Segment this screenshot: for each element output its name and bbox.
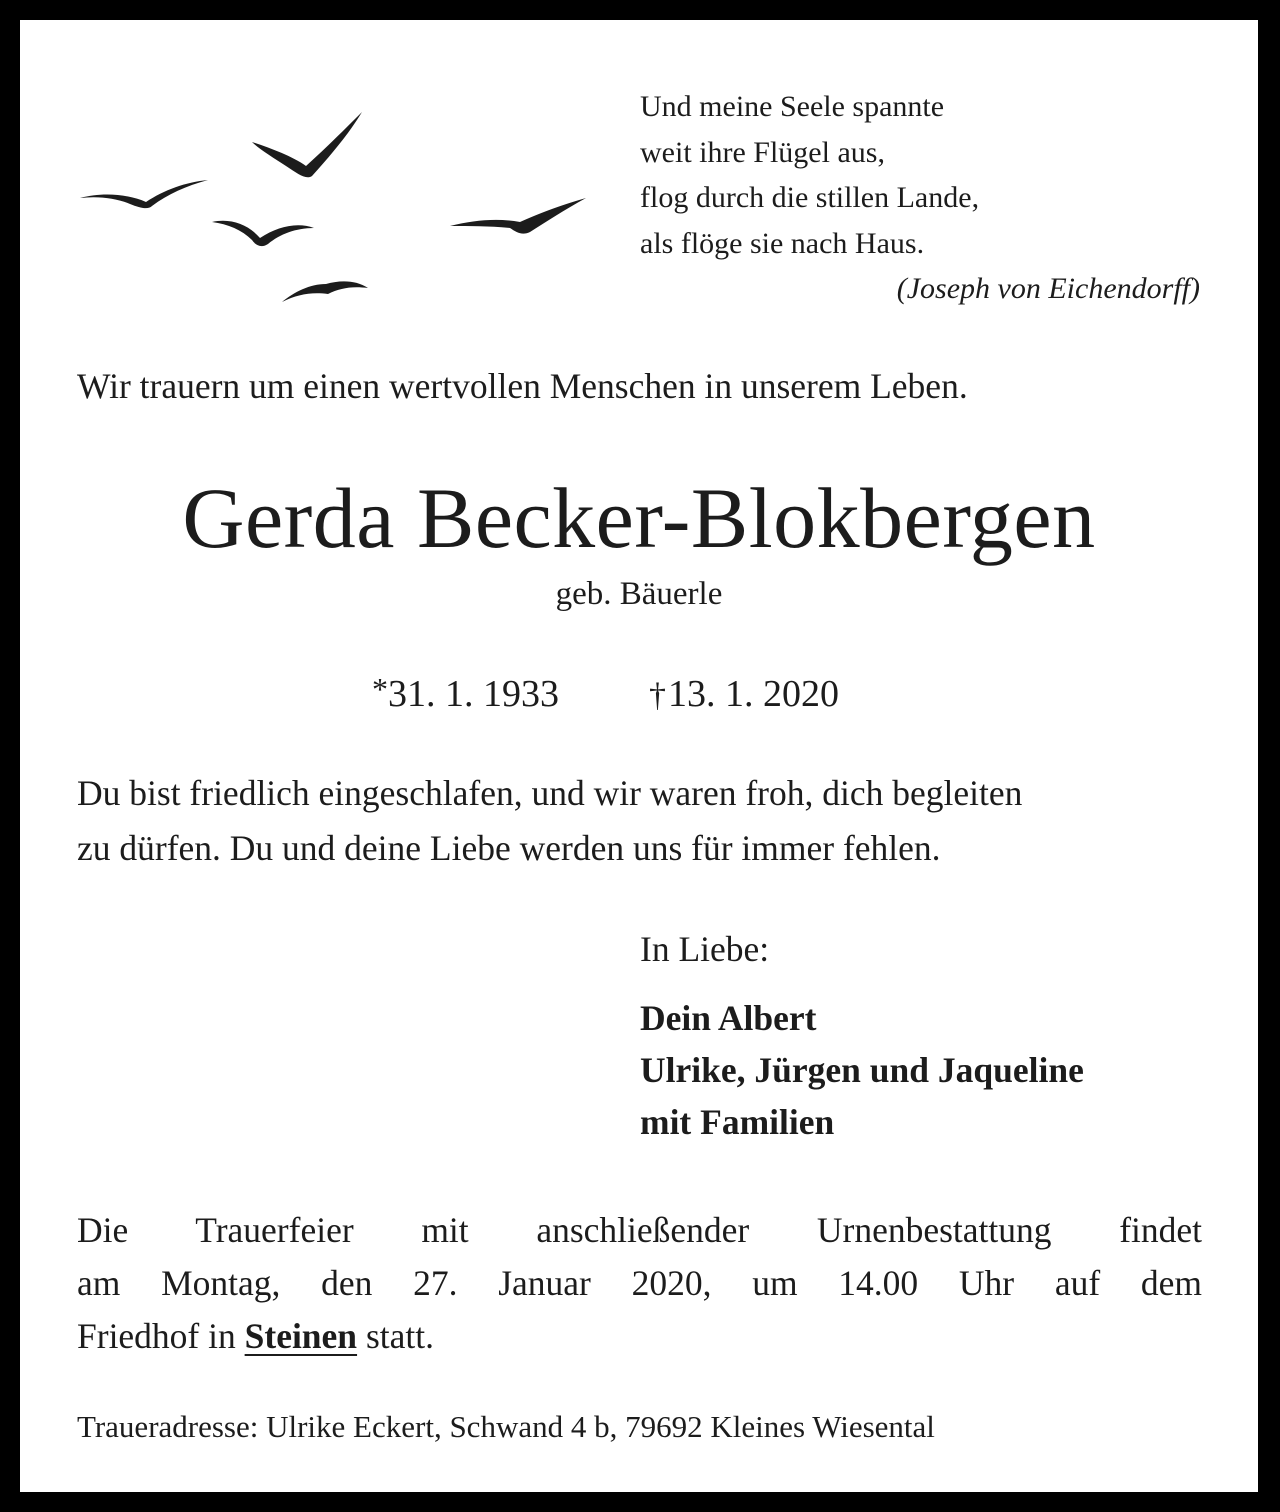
flying-birds-icon [80,90,620,320]
ceremony-line: Die Trauerfeier mit anschließender Urnenbestattung findet [77,1210,1202,1250]
bird-icon [450,198,586,234]
funeral-details [77,1204,1202,1363]
maiden-name: geb. Bäuerle [555,576,723,612]
message-line: Du bist friedlich eingeschlafen, und wir waren froh, dich begleiten [77,773,1023,813]
life-dates [372,664,839,721]
cross-icon: † [649,677,666,714]
bird-icon [80,180,208,208]
farewell-message [77,766,1207,876]
mourner-name: Ulrike, Jürgen und Jaqueline [640,1050,1084,1090]
ceremony-line: am Montag, den 27. Januar 2020, um 14.00 Uhr auf dem [77,1263,1202,1303]
signoff-label: In Liebe: [640,929,770,969]
birth-date [372,664,559,719]
funeral-place: Steinen [244,1316,358,1356]
bird-icon [282,281,368,302]
poem-author: (Joseph von Eichendorff) [896,272,1200,305]
ceremony-line [77,1310,1202,1363]
poem-quote [640,84,1200,312]
birth-date-value: 31. 1. 1933 [388,673,559,715]
bird-icon [212,221,314,246]
mourner-name: Dein Albert [640,998,817,1038]
bird-icon [252,112,362,177]
death-date [649,669,839,721]
poem-line: weit ihre Flügel aus, [640,135,885,169]
ceremony-text: Friedhof in [77,1316,245,1356]
ceremony-text: statt. [357,1316,434,1356]
obituary-notice [20,20,1258,1492]
mourning-address: Traueradresse: Ulrike Eckert, Schwand 4 b, 79692 Kleines Wiesental [77,1409,935,1444]
message-line: zu dürfen. Du und deine Liebe werden uns für immer fehlen. [77,828,941,868]
mourner-name: mit Familien [640,1102,835,1142]
death-date-value: 13. 1. 2020 [668,673,839,715]
poem-line: flog durch die stillen Lande, [640,181,980,214]
deceased-name: Gerda Becker-Blokbergen [182,470,1096,566]
poem-line: Und meine Seele spannte [640,90,945,123]
poem-line: als flöge sie nach Haus. [640,226,925,260]
intro-text: Wir trauern um einen wertvollen Menschen in unserem Leben. [77,366,968,406]
birth-star-icon: * [372,671,388,707]
mourners-list [640,992,1240,1148]
